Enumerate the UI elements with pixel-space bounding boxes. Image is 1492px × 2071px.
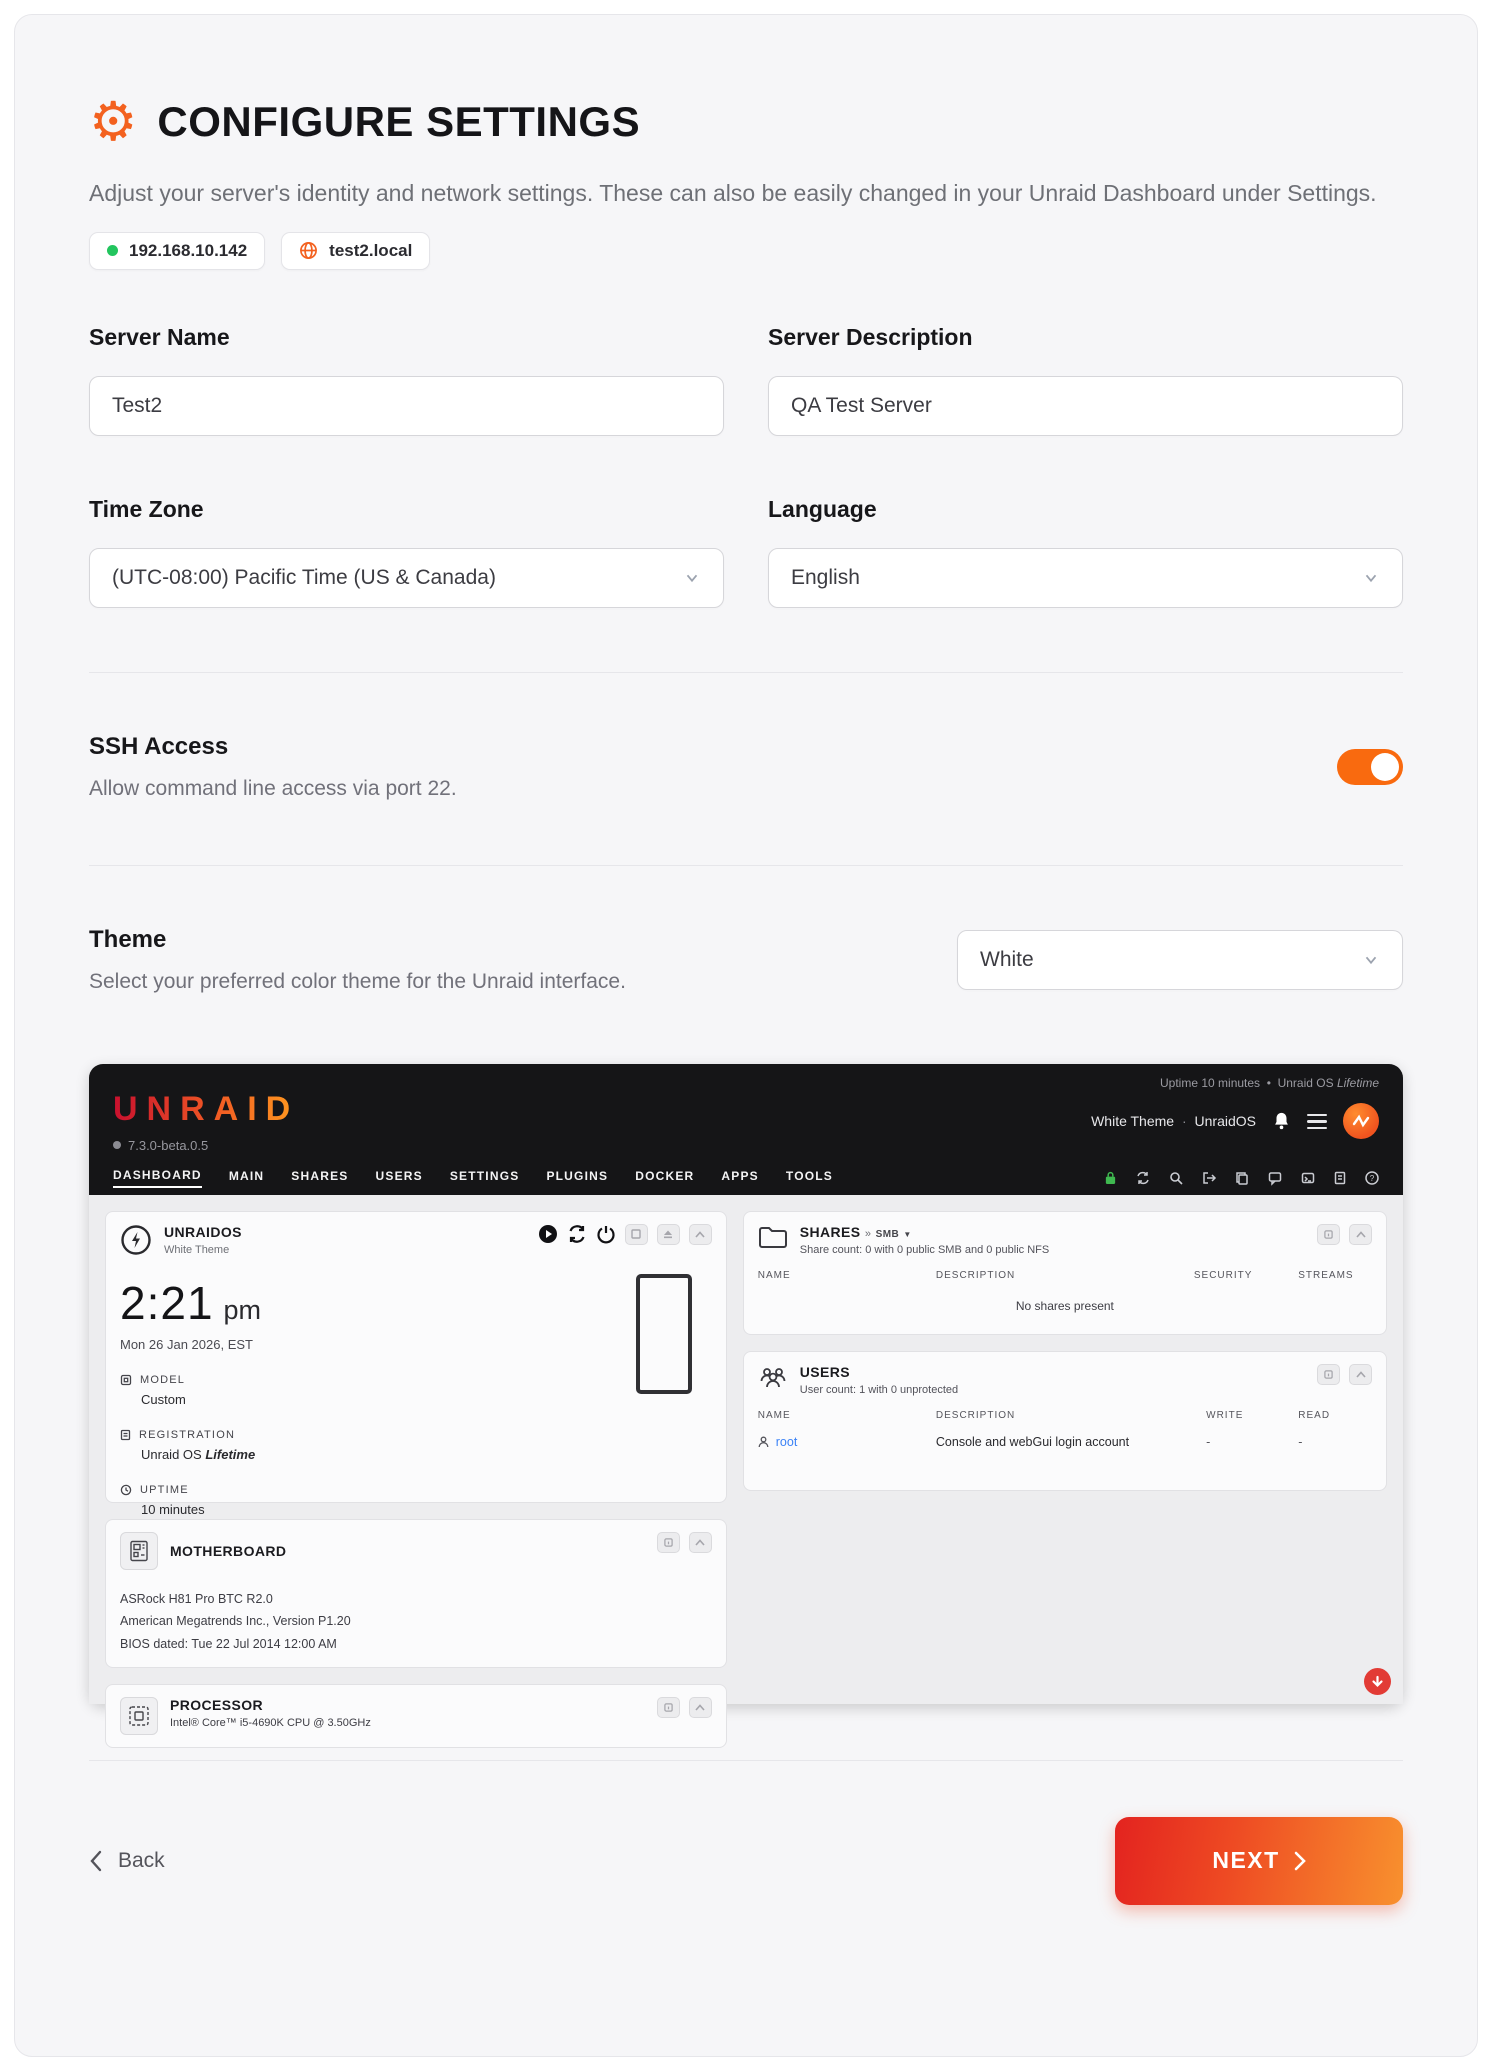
caret-down-icon: ▼ [903, 1229, 912, 1239]
ssh-description: Allow command line access via port 22. [89, 776, 457, 800]
user-icon [758, 1436, 769, 1448]
chevron-left-icon [89, 1849, 103, 1873]
page-header [89, 92, 1403, 152]
motherboard-icon [120, 1532, 158, 1570]
back-label: Back [118, 1848, 165, 1872]
ssh-toggle[interactable] [1337, 749, 1403, 785]
users-panel [743, 1351, 1387, 1491]
users-icon [758, 1364, 788, 1390]
nav-tools[interactable]: TOOLS [785, 1168, 834, 1183]
shares-protocol[interactable]: SMB [875, 1228, 900, 1240]
back-button[interactable] [89, 1849, 165, 1873]
bolt-circle-icon [120, 1224, 152, 1256]
license-prefix: Unraid OS [1277, 1075, 1334, 1090]
chevron-down-icon [1362, 569, 1380, 587]
shares-panel-title [800, 1224, 1049, 1240]
registration-prefix: Unraid OS [141, 1446, 202, 1462]
server-name-label: Server Name [89, 323, 230, 350]
user-name-link[interactable]: root [775, 1434, 798, 1449]
shares-table-header [758, 1270, 1372, 1281]
avatar-swoosh-icon [1351, 1111, 1371, 1131]
users-panel-title: USERS [799, 1363, 850, 1380]
chevron-down-icon [1362, 951, 1380, 969]
divider [89, 672, 1403, 673]
chevron-down-icon [683, 569, 701, 587]
double-chevron-icon: » [864, 1227, 872, 1240]
folder-icon [758, 1224, 788, 1250]
unraidos-panel-subtitle: White Theme [164, 1243, 230, 1256]
ip-badge [89, 232, 265, 270]
theme-text [89, 926, 626, 994]
separator: • [1266, 1075, 1271, 1090]
svg-text:?: ? [1369, 1173, 1375, 1183]
version-line [113, 1138, 299, 1153]
widget-eject-button[interactable] [657, 1224, 680, 1245]
clock-time: 2:21 [120, 1276, 214, 1329]
column-streams: STREAMS [1298, 1269, 1354, 1281]
shares-empty-message: No shares present [1015, 1298, 1114, 1313]
copy-icon[interactable] [1235, 1171, 1249, 1185]
next-button[interactable] [1115, 1817, 1403, 1905]
scroll-down-button[interactable] [1364, 1668, 1391, 1695]
panel-info-button[interactable] [657, 1532, 680, 1553]
motherboard-panel-title: MOTHERBOARD [170, 1542, 287, 1559]
search-icon[interactable] [1169, 1171, 1183, 1185]
uptime-text: Uptime 10 minutes [1160, 1075, 1261, 1090]
server-description-input[interactable] [768, 376, 1403, 436]
log-icon[interactable] [1334, 1171, 1346, 1185]
column-security: SECURITY [1193, 1269, 1253, 1281]
hostname-badge-label: test2.local [329, 240, 413, 260]
terminal-icon[interactable] [1301, 1171, 1315, 1185]
language-label: Language [768, 495, 877, 522]
nav-plugins[interactable]: PLUGINS [546, 1168, 609, 1183]
setup-wizard-card [14, 14, 1478, 2057]
sync-icon[interactable] [1136, 1171, 1150, 1185]
column-name: NAME [757, 1409, 791, 1421]
time-zone-group [89, 496, 724, 608]
registration-tier: Lifetime [205, 1446, 256, 1462]
ssh-section [89, 733, 1403, 801]
menu-icon[interactable] [1307, 1114, 1327, 1130]
page-title: CONFIGURE SETTINGS [157, 98, 641, 145]
widget-collapse-button[interactable] [689, 1224, 712, 1245]
version-text: 7.3.0-beta.0.5 [128, 1137, 209, 1153]
nav-docker[interactable]: DOCKER [635, 1168, 695, 1183]
version-dot-icon [113, 1141, 121, 1149]
motherboard-line: ASRock H81 Pro BTC R2.0 [120, 1591, 273, 1606]
time-zone-value: (UTC-08:00) Pacific Time (US & Canada) [112, 565, 496, 589]
column-write: WRITE [1206, 1409, 1244, 1421]
preview-theme-name: White Theme [1091, 1113, 1175, 1130]
hostname-badge [281, 232, 430, 270]
user-write: - [1206, 1434, 1211, 1449]
nav-settings[interactable]: SETTINGS [449, 1168, 520, 1183]
panel-info-button[interactable] [1317, 1364, 1340, 1385]
clock-date: Mon 26 Jan 2026, EST [120, 1336, 253, 1352]
theme-value: White [980, 947, 1034, 971]
preview-status-line [113, 1072, 1379, 1090]
preview-os-name: UnraidOS [1194, 1113, 1256, 1130]
unraid-logo: UNRAID [113, 1089, 300, 1128]
motherboard-line: BIOS dated: Tue 22 Jul 2014 12:00 AM [120, 1636, 337, 1651]
account-avatar[interactable] [1343, 1103, 1379, 1139]
time-zone-select[interactable] [89, 548, 724, 608]
preview-body [89, 1195, 1403, 1730]
server-badges [89, 232, 1403, 270]
nav-apps[interactable]: APPS [721, 1168, 759, 1183]
help-icon[interactable] [1365, 1171, 1379, 1185]
server-case-icon [636, 1274, 692, 1394]
language-group [768, 496, 1403, 608]
theme-indicator [1091, 1113, 1256, 1129]
server-description-group [768, 324, 1403, 436]
license-tier: Lifetime [1336, 1075, 1379, 1090]
model-value: Custom [141, 1391, 186, 1407]
language-value: English [791, 565, 860, 589]
user-read: - [1298, 1434, 1303, 1449]
time-zone-label: Time Zone [89, 495, 204, 522]
bell-icon[interactable] [1272, 1111, 1291, 1131]
sign-out-icon[interactable] [1202, 1171, 1216, 1185]
separator: · [1181, 1113, 1187, 1130]
uptime-label: UPTIME [140, 1483, 189, 1496]
widget-box-button[interactable] [625, 1224, 648, 1245]
next-label: NEXT [1212, 1847, 1280, 1874]
user-row [758, 1435, 1372, 1449]
column-description: DESCRIPTION [935, 1269, 1016, 1281]
lock-icon[interactable] [1104, 1171, 1117, 1185]
theme-select[interactable] [957, 930, 1403, 990]
panel-collapse-button[interactable] [1349, 1224, 1372, 1245]
column-name: NAME [757, 1269, 791, 1281]
power-button-icon[interactable] [596, 1224, 616, 1244]
ip-badge-label: 192.168.10.142 [129, 240, 248, 260]
users-subtitle: User count: 1 with 0 unprotected [799, 1383, 959, 1396]
processor-subtitle: Intel® Core™ i5-4690K CPU @ 3.50GHz [170, 1717, 371, 1730]
server-name-input[interactable] [89, 376, 724, 436]
sync-button-icon[interactable] [567, 1224, 587, 1244]
globe-icon [299, 241, 318, 260]
play-button-icon[interactable] [538, 1224, 558, 1244]
server-name-group [89, 324, 724, 436]
registration-value [141, 1447, 712, 1462]
processor-panel-title: PROCESSOR [170, 1697, 264, 1714]
feedback-icon[interactable] [1268, 1171, 1282, 1185]
nav-dashboard[interactable]: DASHBOARD [113, 1168, 202, 1188]
page-description: Adjust your server's identity and network settings. These can also be easily changed in your Unraid Dashboard under Settings. [89, 180, 1377, 206]
motherboard-details [120, 1588, 712, 1656]
panel-collapse-button[interactable] [689, 1697, 712, 1718]
processor-panel [105, 1684, 727, 1748]
logo-block [113, 1090, 299, 1153]
uptime-clock-icon [120, 1484, 132, 1496]
nav-main[interactable]: MAIN [228, 1168, 265, 1183]
server-description-label: Server Description [768, 323, 973, 350]
ssh-text [89, 733, 457, 801]
cpu-icon [120, 1697, 158, 1735]
shares-title-text: SHARES [799, 1223, 861, 1240]
gear-icon: ⚙ [89, 92, 138, 152]
motherboard-line: American Megatrends Inc., Version P1.20 [120, 1614, 351, 1629]
nav-users[interactable]: USERS [375, 1168, 423, 1183]
model-label: MODEL [140, 1373, 186, 1386]
chevron-right-icon [1294, 1851, 1306, 1871]
language-select[interactable] [768, 548, 1403, 608]
column-read: READ [1298, 1409, 1331, 1421]
panel-collapse-button[interactable] [1349, 1364, 1372, 1385]
registration-label: REGISTRATION [139, 1428, 236, 1441]
dashboard-preview [89, 1064, 1403, 1730]
registration-icon [120, 1429, 131, 1441]
panel-info-button[interactable] [1317, 1224, 1340, 1245]
column-description: DESCRIPTION [935, 1409, 1016, 1421]
motherboard-panel [105, 1519, 727, 1669]
theme-label: Theme [89, 925, 167, 953]
panel-collapse-button[interactable] [689, 1532, 712, 1553]
uptime-value: 10 minutes [141, 1501, 205, 1517]
theme-description: Select your preferred color theme for the Unraid interface. [89, 969, 626, 993]
toggle-knob [1371, 753, 1399, 781]
shares-panel [743, 1211, 1387, 1335]
users-table-header [758, 1410, 1372, 1421]
nav-shares[interactable]: SHARES [291, 1168, 349, 1183]
shares-subtitle: Share count: 0 with 0 public SMB and 0 public NFS [799, 1243, 1050, 1256]
ssh-label: SSH Access [89, 732, 229, 760]
divider [89, 865, 1403, 866]
divider [89, 1760, 1403, 1761]
unraidos-panel [105, 1211, 727, 1517]
unraidos-panel-title: UNRAIDOS [164, 1223, 242, 1240]
theme-section [89, 926, 1403, 994]
panel-info-button[interactable] [657, 1697, 680, 1718]
model-icon [120, 1374, 132, 1386]
user-description: Console and webGui login account [935, 1434, 1130, 1449]
clock-meridiem: pm [223, 1294, 262, 1325]
arrow-down-icon [1371, 1675, 1384, 1688]
online-dot-icon [107, 245, 118, 256]
